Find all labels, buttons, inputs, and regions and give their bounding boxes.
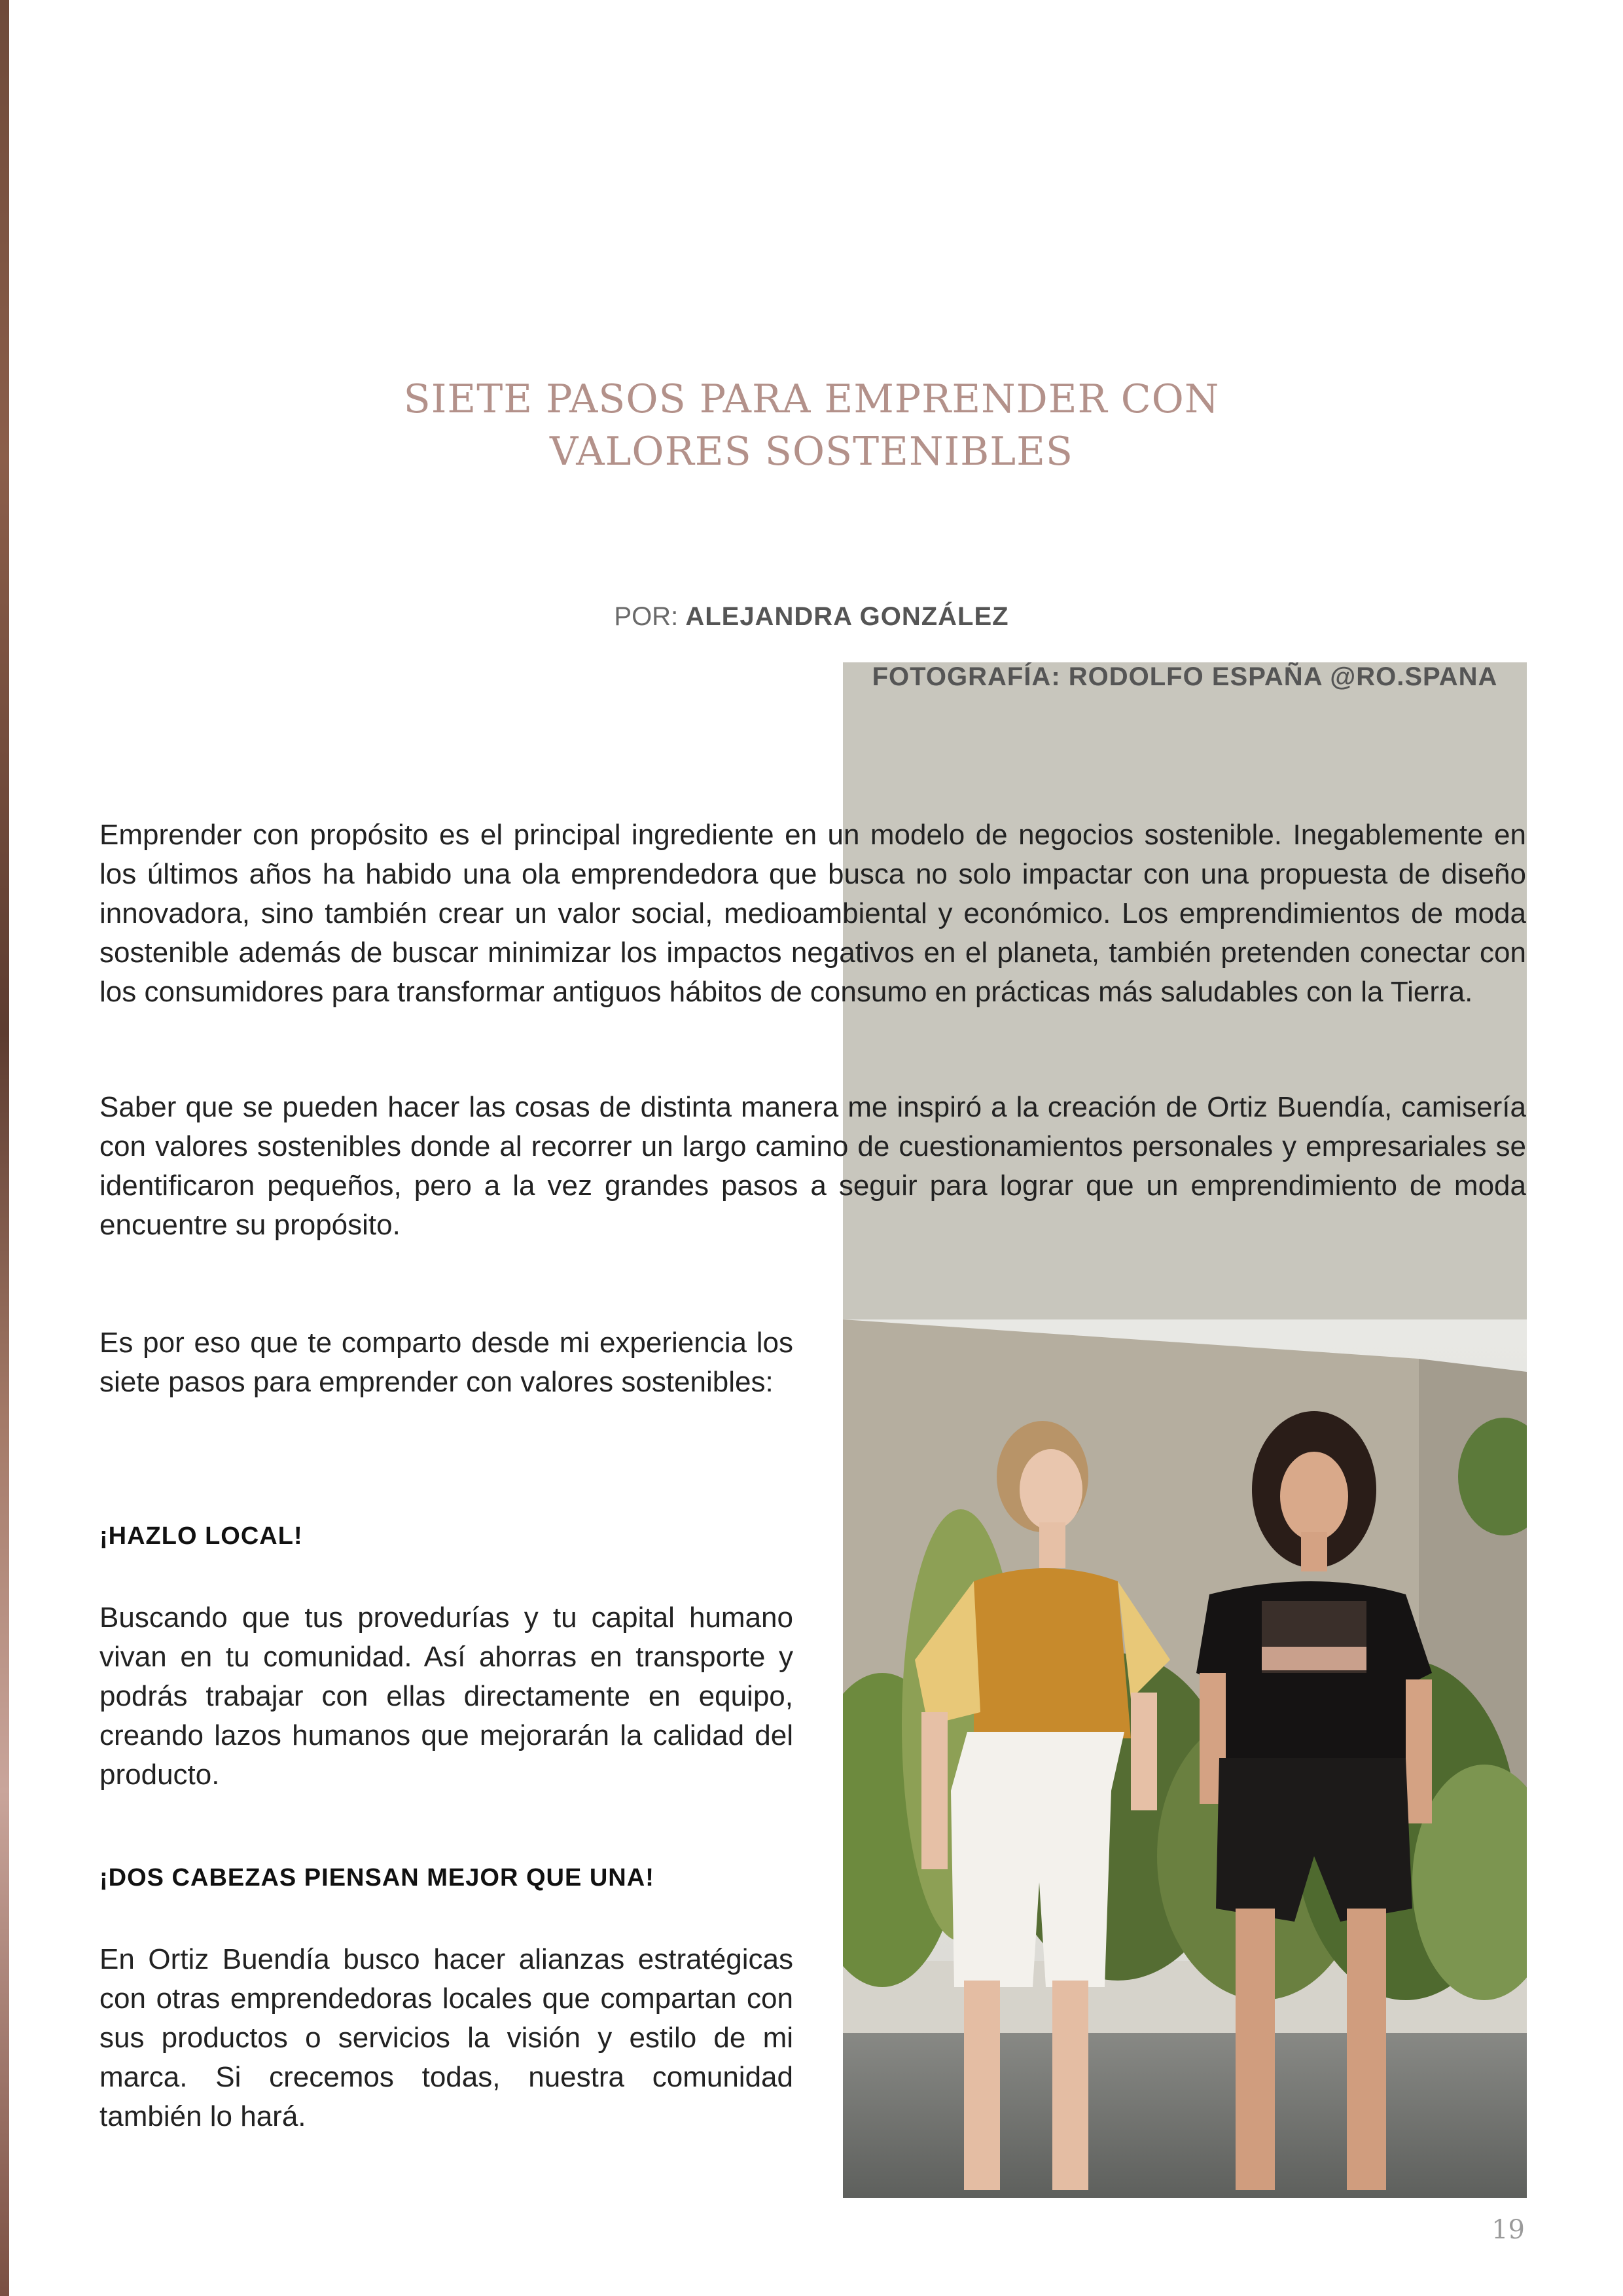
fashion-photo xyxy=(843,1319,1527,2198)
byline-label: POR: xyxy=(614,602,679,631)
page-edge-strip xyxy=(0,0,9,2296)
byline xyxy=(353,602,1270,632)
step-2-text: En Ortiz Buendía busco hacer alianzas estratégicas con otras emprendedoras locales que compartan con sus productos o servicios la visión y estilo de mi marca. Si crecemos todas, nuestra comunidad también lo hará. xyxy=(99,1943,793,2132)
article-title xyxy=(353,373,1270,478)
inspiration-paragraph: Saber que se pueden hacer las cosas de distinta manera me inspiró a la creación de Ortiz Buendía, camisería con valores sostenibles donde al recorrer un largo camino de cuestionamientos personales y empresariales se identificaron pequeños, pero a la vez grandes pasos a seguir para lograr que un emprendimiento de moda encuentre su propósito. xyxy=(99,1091,1526,1241)
title-line-1: SIETE PASOS PARA EMPRENDER CON xyxy=(403,376,1220,422)
byline-author: ALEJANDRA GONZÁLEZ xyxy=(685,602,1009,631)
step-2-heading: ¡DOS CABEZAS PIENSAN MEJOR QUE UNA! xyxy=(99,1864,654,1892)
step-1-text: Buscando que tus provedurías y tu capital humano vivan en tu comunidad. Así ahorras en transporte y podrás trabajar con ellas directamente en equipo, creando lazos humanos que mejorarán la calidad del producto. xyxy=(99,1602,793,1791)
intro-paragraph: Emprender con propósito es el principal ingrediente en un modelo de negocios sostenible. Inegablemente en los últimos años ha habido una ola emprendedora que busca no solo impactar con una propuesta de diseño innovadora, sino también crear un valor social, medioambiental y económico. Los emprendimientos de moda sostenible además de buscar minimizar los impactos negativos en el planeta, también pretenden conectar con los consumidores para transformar antiguos hábitos de consumo en prácticas más saludables con la Tierra. xyxy=(99,819,1526,1008)
step-1-heading: ¡HAZLO LOCAL! xyxy=(99,1522,303,1550)
steps-intro-paragraph: Es por eso que te comparto desde mi experiencia los siete pasos para emprender con valores sostenibles: xyxy=(99,1327,793,1398)
page-number: 19 xyxy=(1491,2215,1525,2245)
photo-credit: FOTOGRAFÍA: RODOLFO ESPAÑA @RO.SPANA xyxy=(843,662,1527,1541)
title-line-2: VALORES SOSTENIBLES xyxy=(549,429,1074,475)
